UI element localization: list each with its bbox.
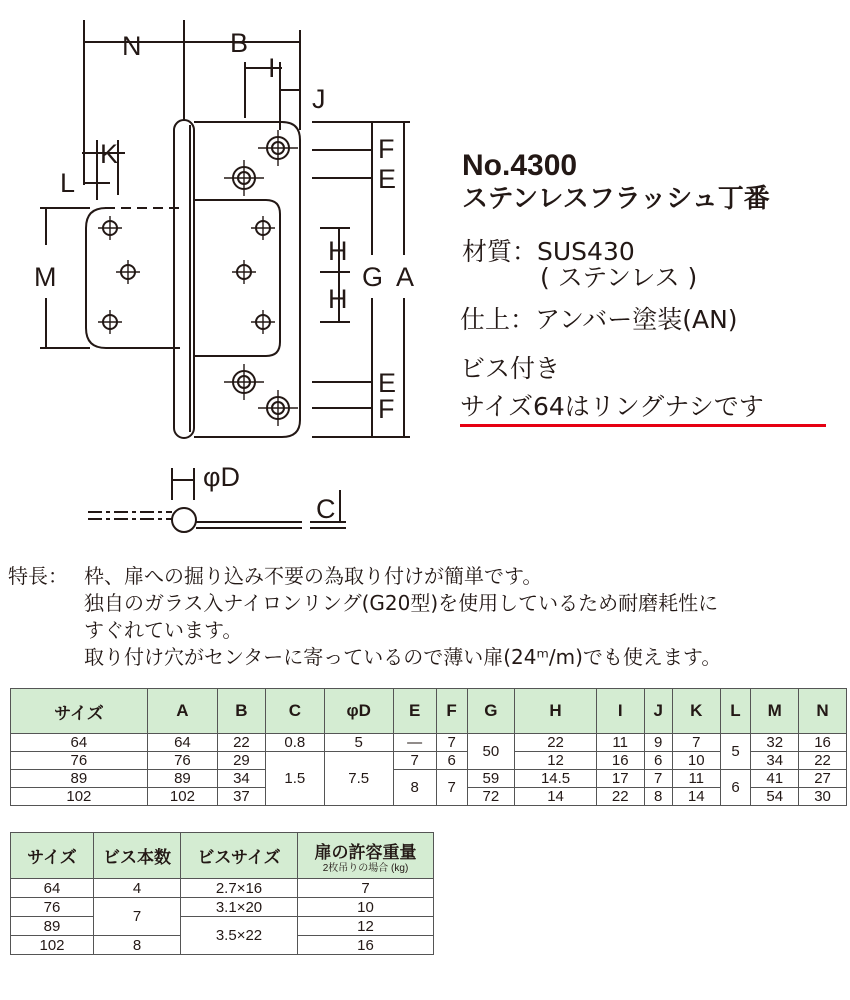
table-row	[11, 770, 847, 788]
col-header: B	[218, 689, 266, 734]
dim-label-h-bottom: H	[328, 284, 348, 314]
table-cell: 89	[147, 770, 217, 788]
dim-label-a: A	[396, 262, 415, 292]
table-cell: 10	[298, 898, 434, 917]
table-row	[11, 917, 434, 936]
dim-label-c: C	[316, 494, 336, 524]
table-cell: 7	[94, 898, 181, 936]
table-cell: 76	[11, 898, 94, 917]
dim-label-e-top: E	[378, 164, 397, 194]
screw-table	[10, 832, 434, 955]
product-title	[462, 150, 770, 216]
col-header: N	[799, 689, 847, 734]
table-cell: 72	[467, 788, 515, 806]
table-cell: 16	[799, 734, 847, 752]
col-header: サイズ	[11, 833, 94, 879]
col-header: J	[644, 689, 672, 734]
dim-label-g: G	[362, 262, 384, 292]
table-cell: 64	[11, 734, 148, 752]
table-cell: 22	[799, 752, 847, 770]
table-cell: 17	[596, 770, 644, 788]
dim-label-e-bottom: E	[378, 368, 397, 398]
table-row	[11, 879, 434, 898]
table-cell: 7	[672, 734, 720, 752]
dim-label-b: B	[230, 28, 249, 58]
table-cell: 16	[298, 936, 434, 955]
table-row	[11, 734, 847, 752]
table-cell: 14.5	[515, 770, 597, 788]
table-cell: 3.1×20	[181, 898, 298, 917]
dim-label-l: L	[60, 168, 76, 198]
table-cell: 64	[11, 879, 94, 898]
table-cell: 37	[218, 788, 266, 806]
spec-material: 材質：SUS430	[462, 237, 635, 266]
dim-label-h-top: H	[328, 236, 348, 266]
dim-label-k: K	[100, 139, 119, 169]
dim-label-i: I	[268, 53, 276, 83]
table-cell: 22	[596, 788, 644, 806]
table-cell: 11	[596, 734, 644, 752]
table-cell: 41	[751, 770, 799, 788]
table-cell: 12	[515, 752, 597, 770]
table-cell: 8	[393, 770, 436, 806]
col-header: サイズ	[11, 689, 148, 734]
table-cell: 64	[147, 734, 217, 752]
table-header-row	[11, 689, 847, 734]
features-label: 特長：	[8, 564, 68, 588]
dim-label-phid: φD	[203, 462, 241, 492]
spec-material-note: ( ステンレス )	[540, 263, 698, 292]
table-cell: 22	[218, 734, 266, 752]
dim-label-n: N	[122, 31, 142, 61]
col-header: ビス本数	[94, 833, 181, 879]
col-header: E	[393, 689, 436, 734]
table-cell: 102	[11, 788, 148, 806]
table-cell: 89	[11, 770, 148, 788]
col-header: K	[672, 689, 720, 734]
dim-label-f-top: F	[378, 134, 395, 164]
table-cell: 27	[799, 770, 847, 788]
model-number: No.4300	[462, 149, 578, 182]
table-cell: 59	[467, 770, 515, 788]
feature-line: 取り付け穴がセンターに寄っているので薄い扉(24ᵐ/m)でも使えます。	[84, 645, 722, 669]
table-cell: 76	[147, 752, 217, 770]
col-header: G	[467, 689, 515, 734]
table-cell: 22	[515, 734, 597, 752]
table-cell: 7	[644, 770, 672, 788]
table-cell: 7.5	[324, 752, 393, 806]
table-cell: 7	[298, 879, 434, 898]
table-cell: 32	[751, 734, 799, 752]
table-cell: 54	[751, 788, 799, 806]
table-cell: 12	[298, 917, 434, 936]
col-header: I	[596, 689, 644, 734]
table-cell: 7	[436, 770, 467, 806]
red-underline	[460, 424, 826, 427]
feature-line: すぐれています。	[84, 618, 243, 642]
table-cell: 5	[324, 734, 393, 752]
table-cell: 11	[672, 770, 720, 788]
table-cell: 34	[751, 752, 799, 770]
product-name: ステンレスフラッシュ丁番	[462, 184, 770, 214]
col-header: ビスサイズ	[181, 833, 298, 879]
table-cell: 1.5	[265, 752, 324, 806]
table-cell: 14	[672, 788, 720, 806]
table-cell: 8	[644, 788, 672, 806]
size-note: サイズ64はリングナシです	[460, 392, 764, 421]
col-header-sub: 2枚吊りの場合 (kg)	[322, 862, 409, 874]
dim-label-m: M	[34, 262, 57, 292]
col-header: A	[147, 689, 217, 734]
table-cell: 9	[644, 734, 672, 752]
table-cell: 6	[720, 770, 751, 806]
table-cell: 8	[94, 936, 181, 955]
col-header: L	[720, 689, 751, 734]
spec-finish: 仕上：アンバー塗装(AN)	[460, 305, 738, 334]
table-cell: 7	[393, 752, 436, 770]
col-header: C	[265, 689, 324, 734]
dim-label-j: J	[312, 84, 326, 114]
col-header: M	[751, 689, 799, 734]
table-cell: 3.5×22	[181, 917, 298, 955]
table-cell: 5	[720, 734, 751, 770]
dim-label-f-bottom: F	[378, 394, 395, 424]
table-cell: 102	[147, 788, 217, 806]
table-cell: 89	[11, 917, 94, 936]
table-cell: 14	[515, 788, 597, 806]
table-cell: —	[393, 734, 436, 752]
table-row	[11, 898, 434, 917]
table-cell: 10	[672, 752, 720, 770]
screw-hole	[103, 137, 289, 419]
table-cell: 29	[218, 752, 266, 770]
table-cell: 4	[94, 879, 181, 898]
table-cell: 16	[596, 752, 644, 770]
col-header: φD	[324, 689, 393, 734]
table-cell: 50	[467, 734, 515, 770]
dimension-table	[10, 688, 847, 806]
col-header-weight	[298, 833, 434, 879]
table-cell: 76	[11, 752, 148, 770]
col-header: 扉の許容重量	[314, 842, 417, 862]
table-cell: 7	[436, 734, 467, 752]
table-cell: 102	[11, 936, 94, 955]
table-cell: 2.7×16	[181, 879, 298, 898]
feature-line: 枠、扉への掘り込み不要の為取り付けが簡単です。	[84, 564, 543, 588]
table-cell: 34	[218, 770, 266, 788]
table-header-row	[11, 833, 434, 879]
col-header: H	[515, 689, 597, 734]
feature-line: 独自のガラス入ナイロンリング(G20型)を使用しているため耐磨耗性に	[84, 591, 719, 615]
col-header: F	[436, 689, 467, 734]
table-cell: 6	[644, 752, 672, 770]
table-cell: 30	[799, 788, 847, 806]
table-cell: 6	[436, 752, 467, 770]
table-cell: 0.8	[265, 734, 324, 752]
spec-screws: ビス付き	[460, 354, 561, 383]
